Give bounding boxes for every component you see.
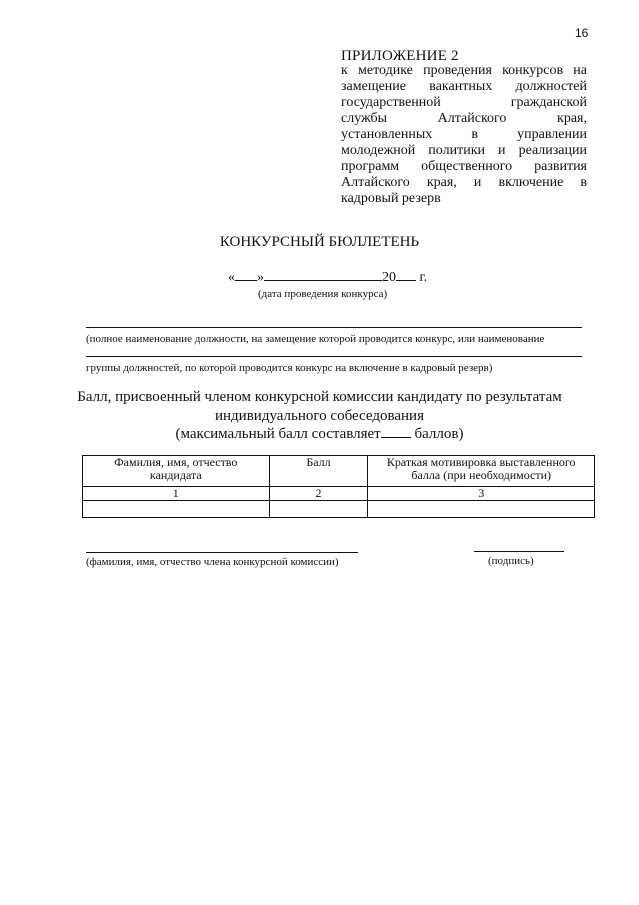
score-heading-line1: Балл, присвоенный членом конкурсной комиссии кандидату по результатам [77,389,562,405]
table-number-row [83,487,595,501]
member-name-line [86,552,358,553]
day-blank [235,268,257,281]
position-caption: (полное наименование должности, на замещение которой проводится конкурс, или наименование [86,333,545,345]
appendix-line: установленных в управлении [341,127,587,142]
header-motivation: Краткая мотивировка выставленного балла (при необходимости) [368,456,595,487]
score-heading-line2: индивидуального собеседования [215,408,424,424]
position-line [86,327,582,328]
score-heading-line3 [0,425,639,444]
column-number: 1 [83,487,270,501]
date-caption: (дата проведения конкурса) [258,288,388,300]
column-number: 3 [368,487,595,501]
column-number: 2 [269,487,368,501]
month-blank [264,268,382,281]
signature-line [474,551,564,552]
score-cell[interactable] [269,501,368,518]
member-name-caption: (фамилия, имя, отчество члена конкурсной комиссии) [86,556,339,568]
date-year-suffix: г. [419,270,428,285]
appendix-line: молодежной политики и реализации [341,143,587,158]
group-line [86,356,582,357]
table-row [83,501,595,518]
max-score-blank [381,425,411,438]
motivation-cell[interactable] [368,501,595,518]
appendix-title: ПРИЛОЖЕНИЕ 2 [341,48,459,64]
date-close-quote: » [257,270,264,285]
appendix-line: замещение вакантных должностей [341,79,587,94]
max-score-unit: баллов) [414,426,464,442]
appendix-text [341,63,587,207]
date-open-quote: « [228,270,235,285]
date-line [228,268,427,286]
appendix-line: Алтайского края, и включение в [341,175,587,190]
appendix-line: к методике проведения конкурсов на [341,63,587,78]
appendix-line: службы Алтайского края, [341,111,587,126]
score-table [82,455,595,518]
appendix-line: программ общественного развития [341,159,587,174]
date-year-prefix: 20 [382,270,396,285]
year-blank [396,268,416,281]
group-caption: группы должностей, по которой проводится конкурс на включение в кадровый резерв) [86,362,493,374]
signature-caption: (подпись) [488,555,534,567]
table-header-row [83,456,595,487]
document-title: КОНКУРСНЫЙ БЮЛЛЕТЕНЬ [219,234,420,250]
header-candidate-name: Фамилия, имя, отчество кандидата [83,456,270,487]
header-score: Балл [269,456,368,487]
page-number: 16 [575,26,589,40]
appendix-line: кадровый резерв [341,191,441,206]
max-score-label: (максимальный балл составляет [175,426,381,442]
appendix-line: государственной гражданской [341,95,587,110]
candidate-cell[interactable] [83,501,270,518]
